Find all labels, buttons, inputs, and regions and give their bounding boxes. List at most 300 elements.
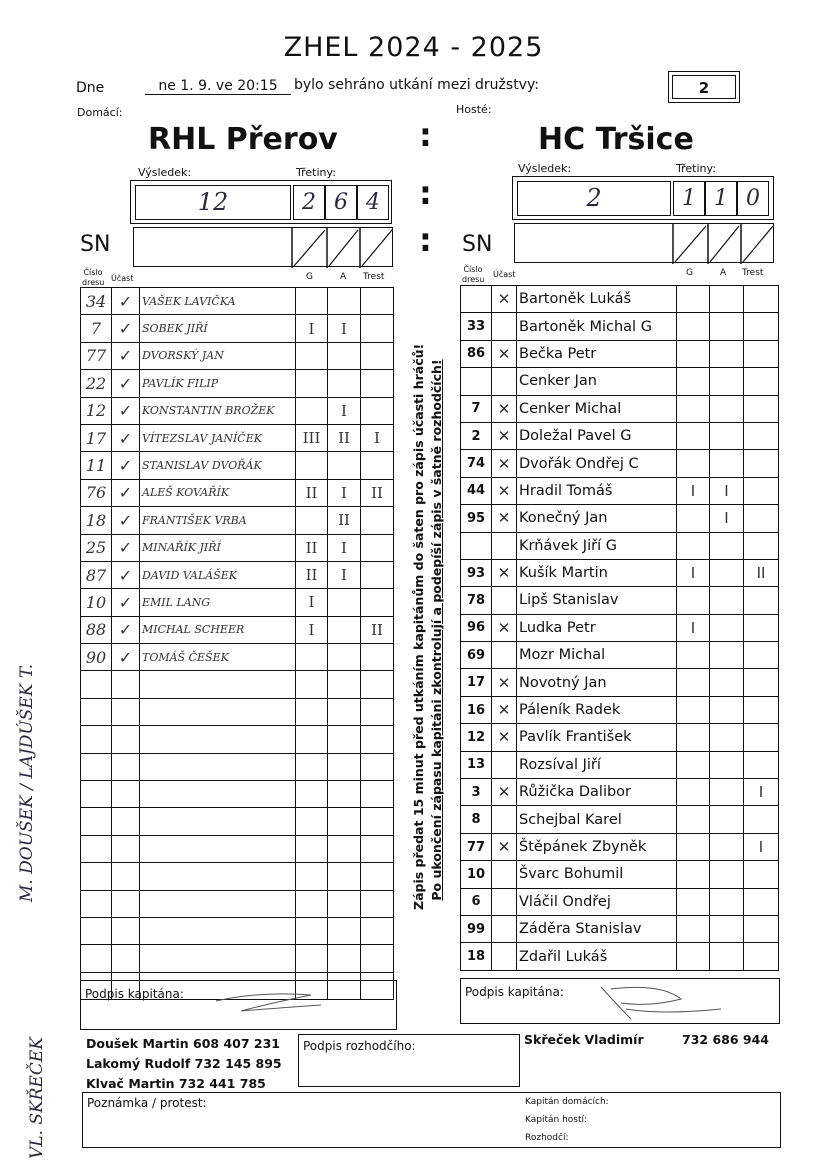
home-penalties[interactable] [361,370,394,397]
home-attendance-mark[interactable]: ✓ [112,589,140,616]
away-player-name[interactable]: Lipš Stanislav [517,587,677,614]
home-player-number[interactable]: 11 [81,452,112,479]
home-player-number[interactable]: 7 [81,315,112,342]
home-goals[interactable] [296,342,328,369]
away-player-number[interactable]: 77 [461,833,492,860]
away-goals[interactable] [677,395,710,422]
home-assists[interactable] [328,589,361,616]
home-penalties[interactable] [361,917,394,944]
away-player-number[interactable]: 3 [461,779,492,806]
home-player-name[interactable]: EMIL LANG [140,589,296,616]
away-penalties[interactable] [744,888,779,915]
home-penalties[interactable] [361,698,394,725]
away-attendance-mark[interactable] [492,368,517,395]
away-assists[interactable] [710,313,744,340]
away-goals[interactable] [677,915,710,942]
home-player-number[interactable] [81,808,112,835]
away-player-name[interactable]: Pavlík František [517,724,677,751]
away-penalties[interactable] [744,587,779,614]
home-assists[interactable]: I [328,397,361,424]
away-player-name[interactable]: Krňávek Jiří G [517,532,677,559]
home-attendance-mark[interactable]: ✓ [112,561,140,588]
away-player-name[interactable]: Růžička Dalibor [517,779,677,806]
home-player-name[interactable] [140,863,296,890]
home-assists[interactable] [328,945,361,972]
away-assists[interactable] [710,833,744,860]
away-player-number[interactable]: 44 [461,477,492,504]
home-player-name[interactable]: SOBEK JIŘÍ [140,315,296,342]
away-penalties[interactable] [744,450,779,477]
home-attendance-mark[interactable] [112,835,140,862]
home-player-name[interactable] [140,671,296,698]
away-player-number[interactable]: 78 [461,587,492,614]
away-player-name[interactable]: Konečný Jan [517,505,677,532]
away-goals[interactable] [677,505,710,532]
home-goals[interactable] [296,397,328,424]
home-assists[interactable] [328,288,361,315]
home-assists[interactable] [328,890,361,917]
away-attendance-mark[interactable]: ✕ [492,505,517,532]
home-attendance-mark[interactable] [112,917,140,944]
away-player-number[interactable]: 33 [461,313,492,340]
away-player-number[interactable]: 13 [461,751,492,778]
away-penalties[interactable] [744,943,779,970]
home-player-number[interactable]: 77 [81,342,112,369]
home-attendance-mark[interactable] [112,753,140,780]
home-assists[interactable] [328,370,361,397]
away-player-name[interactable]: Doležal Pavel G [517,422,677,449]
away-penalties[interactable] [744,422,779,449]
home-assists[interactable] [328,452,361,479]
home-attendance-mark[interactable]: ✓ [112,534,140,561]
away-player-name[interactable]: Novotný Jan [517,669,677,696]
away-player-name[interactable]: Švarc Bohumil [517,861,677,888]
away-penalties[interactable] [744,669,779,696]
home-penalties[interactable] [361,288,394,315]
home-goals[interactable] [296,698,328,725]
away-assists[interactable] [710,696,744,723]
home-attendance-mark[interactable]: ✓ [112,370,140,397]
away-assists[interactable] [710,532,744,559]
away-goals[interactable] [677,286,710,313]
away-player-number[interactable]: 69 [461,642,492,669]
home-penalties[interactable] [361,945,394,972]
home-penalties[interactable] [361,342,394,369]
away-player-name[interactable]: Mozr Michal [517,642,677,669]
away-assists[interactable] [710,861,744,888]
home-assists[interactable] [328,835,361,862]
home-goals[interactable] [296,753,328,780]
away-penalties[interactable] [744,642,779,669]
away-attendance-mark[interactable] [492,915,517,942]
away-assists[interactable] [710,422,744,449]
away-attendance-mark[interactable] [492,642,517,669]
home-penalties[interactable] [361,781,394,808]
away-goals[interactable] [677,861,710,888]
home-assists[interactable] [328,863,361,890]
home-goals[interactable] [296,890,328,917]
away-attendance-mark[interactable]: ✕ [492,833,517,860]
home-player-number[interactable]: 17 [81,424,112,451]
away-player-name[interactable]: Rozsíval Jiří [517,751,677,778]
home-player-name[interactable] [140,753,296,780]
home-penalties[interactable] [361,589,394,616]
home-penalties[interactable] [361,835,394,862]
home-attendance-mark[interactable]: ✓ [112,507,140,534]
away-goals[interactable] [677,779,710,806]
away-player-number[interactable]: 99 [461,915,492,942]
home-assists[interactable]: I [328,561,361,588]
home-assists[interactable] [328,917,361,944]
home-assists[interactable]: I [328,479,361,506]
away-assists[interactable] [710,450,744,477]
away-assists[interactable] [710,340,744,367]
home-goals[interactable] [296,917,328,944]
away-player-number[interactable] [461,532,492,559]
away-player-name[interactable]: Cenker Jan [517,368,677,395]
home-goals[interactable] [296,507,328,534]
away-assists[interactable] [710,559,744,586]
home-assists[interactable] [328,644,361,671]
home-player-number[interactable] [81,863,112,890]
home-attendance-mark[interactable]: ✓ [112,452,140,479]
home-attendance-mark[interactable]: ✓ [112,479,140,506]
away-player-name[interactable]: Bečka Petr [517,340,677,367]
away-player-name[interactable]: Dvořák Ondřej C [517,450,677,477]
home-goals[interactable] [296,288,328,315]
away-player-number[interactable] [461,368,492,395]
away-penalties[interactable] [744,368,779,395]
home-attendance-mark[interactable] [112,781,140,808]
home-assists[interactable]: I [328,534,361,561]
away-assists[interactable] [710,888,744,915]
home-attendance-mark[interactable]: ✓ [112,342,140,369]
home-goals[interactable]: III [296,424,328,451]
home-player-number[interactable] [81,698,112,725]
home-player-name[interactable]: MINAŘÍK JIŘÍ [140,534,296,561]
home-goals[interactable] [296,808,328,835]
away-goals[interactable] [677,422,710,449]
away-player-number[interactable]: 18 [461,943,492,970]
away-penalties[interactable] [744,532,779,559]
home-player-number[interactable]: 76 [81,479,112,506]
home-goals[interactable]: I [296,315,328,342]
away-player-name[interactable]: Schejbal Karel [517,806,677,833]
home-penalties[interactable]: II [361,616,394,643]
away-penalties[interactable] [744,915,779,942]
home-player-number[interactable] [81,835,112,862]
away-penalties[interactable] [744,861,779,888]
away-assists[interactable] [710,724,744,751]
away-player-number[interactable]: 6 [461,888,492,915]
referee-signature-box[interactable] [298,1034,520,1087]
home-penalties[interactable] [361,863,394,890]
away-goals[interactable] [677,724,710,751]
away-player-number[interactable]: 96 [461,614,492,641]
away-penalties[interactable] [744,313,779,340]
away-attendance-mark[interactable] [492,861,517,888]
away-goals[interactable] [677,340,710,367]
home-player-name[interactable]: PAVLÍK FILIP [140,370,296,397]
home-attendance-mark[interactable]: ✓ [112,397,140,424]
away-attendance-mark[interactable] [492,313,517,340]
home-penalties[interactable] [361,397,394,424]
home-goals[interactable] [296,644,328,671]
home-player-name[interactable] [140,917,296,944]
home-penalties[interactable] [361,315,394,342]
home-player-number[interactable]: 87 [81,561,112,588]
away-assists[interactable] [710,779,744,806]
away-goals[interactable]: I [677,477,710,504]
away-assists[interactable]: I [710,505,744,532]
home-assists[interactable] [328,753,361,780]
away-assists[interactable]: I [710,477,744,504]
away-penalties[interactable] [744,395,779,422]
away-player-name[interactable]: Kušík Martin [517,559,677,586]
home-attendance-mark[interactable]: ✓ [112,315,140,342]
home-attendance-mark[interactable] [112,671,140,698]
away-attendance-mark[interactable] [492,806,517,833]
away-player-number[interactable]: 10 [461,861,492,888]
away-attendance-mark[interactable]: ✕ [492,340,517,367]
home-player-name[interactable]: VÍTEZSLAV JANÍČEK [140,424,296,451]
away-assists[interactable] [710,642,744,669]
home-player-name[interactable]: STANISLAV DVOŘÁK [140,452,296,479]
home-player-name[interactable]: MICHAL SCHEER [140,616,296,643]
home-attendance-mark[interactable] [112,808,140,835]
away-penalties[interactable]: II [744,559,779,586]
away-attendance-mark[interactable]: ✕ [492,450,517,477]
home-player-name[interactable]: TOMÁŠ ČEŠEK [140,644,296,671]
home-goals[interactable]: II [296,561,328,588]
home-player-name[interactable]: ALEŠ KOVAŘÍK [140,479,296,506]
home-goals[interactable] [296,781,328,808]
away-player-number[interactable]: 2 [461,422,492,449]
home-player-number[interactable]: 10 [81,589,112,616]
home-player-name[interactable]: FRANTIŠEK VRBA [140,507,296,534]
away-player-number[interactable]: 74 [461,450,492,477]
home-goals[interactable] [296,863,328,890]
away-penalties[interactable]: I [744,779,779,806]
home-goals[interactable] [296,835,328,862]
home-penalties[interactable] [361,507,394,534]
home-goals[interactable]: I [296,616,328,643]
away-attendance-mark[interactable]: ✕ [492,395,517,422]
away-assists[interactable] [710,915,744,942]
away-player-name[interactable]: Štěpánek Zbyněk [517,833,677,860]
away-captain-signature-box[interactable] [460,978,780,1024]
away-penalties[interactable] [744,477,779,504]
home-player-number[interactable] [81,945,112,972]
away-penalties[interactable] [744,286,779,313]
away-player-name[interactable]: Páleník Radek [517,696,677,723]
home-attendance-mark[interactable] [112,863,140,890]
home-goals[interactable]: II [296,479,328,506]
away-player-name[interactable]: Záděra Stanislav [517,915,677,942]
away-player-name[interactable]: Bartoněk Michal G [517,313,677,340]
away-goals[interactable] [677,368,710,395]
home-player-name[interactable] [140,945,296,972]
away-attendance-mark[interactable]: ✕ [492,559,517,586]
away-assists[interactable] [710,669,744,696]
away-goals[interactable] [677,943,710,970]
home-penalties[interactable]: I [361,424,394,451]
away-goals[interactable] [677,450,710,477]
away-assists[interactable] [710,395,744,422]
home-attendance-mark[interactable] [112,890,140,917]
home-penalties[interactable] [361,671,394,698]
away-assists[interactable] [710,751,744,778]
away-penalties[interactable] [744,806,779,833]
away-player-name[interactable]: Cenker Michal [517,395,677,422]
away-goals[interactable]: I [677,559,710,586]
away-player-number[interactable]: 93 [461,559,492,586]
home-goals[interactable] [296,370,328,397]
away-attendance-mark[interactable] [492,532,517,559]
home-player-name[interactable]: DAVID VALÁŠEK [140,561,296,588]
away-player-number[interactable]: 95 [461,505,492,532]
away-attendance-mark[interactable]: ✕ [492,779,517,806]
home-player-number[interactable] [81,781,112,808]
away-attendance-mark[interactable]: ✕ [492,669,517,696]
away-goals[interactable] [677,669,710,696]
away-attendance-mark[interactable]: ✕ [492,286,517,313]
home-player-name[interactable] [140,808,296,835]
home-assists[interactable] [328,781,361,808]
home-assists[interactable] [328,808,361,835]
away-assists[interactable] [710,587,744,614]
home-goals[interactable] [296,945,328,972]
home-player-number[interactable]: 25 [81,534,112,561]
note-protest-box[interactable] [82,1092,781,1148]
away-player-number[interactable]: 86 [461,340,492,367]
away-goals[interactable] [677,888,710,915]
home-attendance-mark[interactable]: ✓ [112,288,140,315]
home-player-number[interactable] [81,753,112,780]
away-penalties[interactable] [744,505,779,532]
away-goals[interactable]: I [677,614,710,641]
away-goals[interactable] [677,806,710,833]
home-goals[interactable]: II [296,534,328,561]
home-assists[interactable] [328,671,361,698]
away-player-name[interactable]: Vláčil Ondřej [517,888,677,915]
home-penalties[interactable] [361,452,394,479]
home-assists[interactable]: I [328,315,361,342]
home-assists[interactable]: II [328,424,361,451]
home-attendance-mark[interactable]: ✓ [112,424,140,451]
home-penalties[interactable]: II [361,479,394,506]
away-attendance-mark[interactable]: ✕ [492,614,517,641]
away-goals[interactable] [677,313,710,340]
away-attendance-mark[interactable] [492,751,517,778]
home-attendance-mark[interactable] [112,726,140,753]
home-penalties[interactable] [361,808,394,835]
away-player-name[interactable]: Bartoněk Lukáš [517,286,677,313]
home-player-number[interactable] [81,917,112,944]
home-attendance-mark[interactable]: ✓ [112,644,140,671]
home-penalties[interactable] [361,644,394,671]
away-attendance-mark[interactable] [492,587,517,614]
away-goals[interactable] [677,642,710,669]
home-player-name[interactable] [140,835,296,862]
away-player-number[interactable]: 16 [461,696,492,723]
away-player-number[interactable] [461,286,492,313]
away-player-number[interactable]: 12 [461,724,492,751]
away-player-name[interactable]: Ludka Petr [517,614,677,641]
home-attendance-mark[interactable] [112,698,140,725]
away-attendance-mark[interactable]: ✕ [492,422,517,449]
away-attendance-mark[interactable]: ✕ [492,477,517,504]
away-attendance-mark[interactable]: ✕ [492,724,517,751]
home-penalties[interactable] [361,561,394,588]
away-attendance-mark[interactable]: ✕ [492,696,517,723]
away-penalties[interactable] [744,340,779,367]
home-player-number[interactable]: 90 [81,644,112,671]
home-player-name[interactable] [140,726,296,753]
home-penalties[interactable] [361,726,394,753]
home-assists[interactable] [328,698,361,725]
away-goals[interactable] [677,833,710,860]
home-player-number[interactable]: 12 [81,397,112,424]
away-goals[interactable] [677,751,710,778]
away-assists[interactable] [710,806,744,833]
home-player-name[interactable] [140,698,296,725]
home-penalties[interactable] [361,890,394,917]
home-assists[interactable] [328,726,361,753]
away-goals[interactable] [677,587,710,614]
home-attendance-mark[interactable]: ✓ [112,616,140,643]
home-assists[interactable]: II [328,507,361,534]
away-goals[interactable] [677,532,710,559]
home-player-name[interactable]: DVORSKÝ JAN [140,342,296,369]
home-player-name[interactable] [140,781,296,808]
away-player-name[interactable]: Zdařil Lukáš [517,943,677,970]
away-goals[interactable] [677,696,710,723]
home-player-number[interactable]: 18 [81,507,112,534]
home-penalties[interactable] [361,534,394,561]
away-attendance-mark[interactable] [492,943,517,970]
away-assists[interactable] [710,286,744,313]
away-player-number[interactable]: 7 [461,395,492,422]
away-assists[interactable] [710,368,744,395]
home-captain-signature-box[interactable] [80,980,397,1030]
away-penalties[interactable] [744,751,779,778]
away-attendance-mark[interactable] [492,888,517,915]
home-goals[interactable] [296,671,328,698]
home-player-name[interactable]: KONSTANTIN BROŽEK [140,397,296,424]
home-attendance-mark[interactable] [112,945,140,972]
away-penalties[interactable] [744,614,779,641]
home-goals[interactable]: I [296,589,328,616]
home-assists[interactable] [328,616,361,643]
home-player-number[interactable] [81,726,112,753]
away-penalties[interactable]: I [744,833,779,860]
home-player-name[interactable] [140,890,296,917]
home-assists[interactable] [328,342,361,369]
away-player-name[interactable]: Hradil Tomáš [517,477,677,504]
away-player-number[interactable]: 8 [461,806,492,833]
away-assists[interactable] [710,614,744,641]
away-penalties[interactable] [744,696,779,723]
home-player-number[interactable] [81,671,112,698]
home-player-number[interactable]: 34 [81,288,112,315]
away-assists[interactable] [710,943,744,970]
home-player-number[interactable] [81,890,112,917]
home-goals[interactable] [296,452,328,479]
away-player-number[interactable]: 17 [461,669,492,696]
home-penalties[interactable] [361,753,394,780]
home-player-number[interactable]: 88 [81,616,112,643]
